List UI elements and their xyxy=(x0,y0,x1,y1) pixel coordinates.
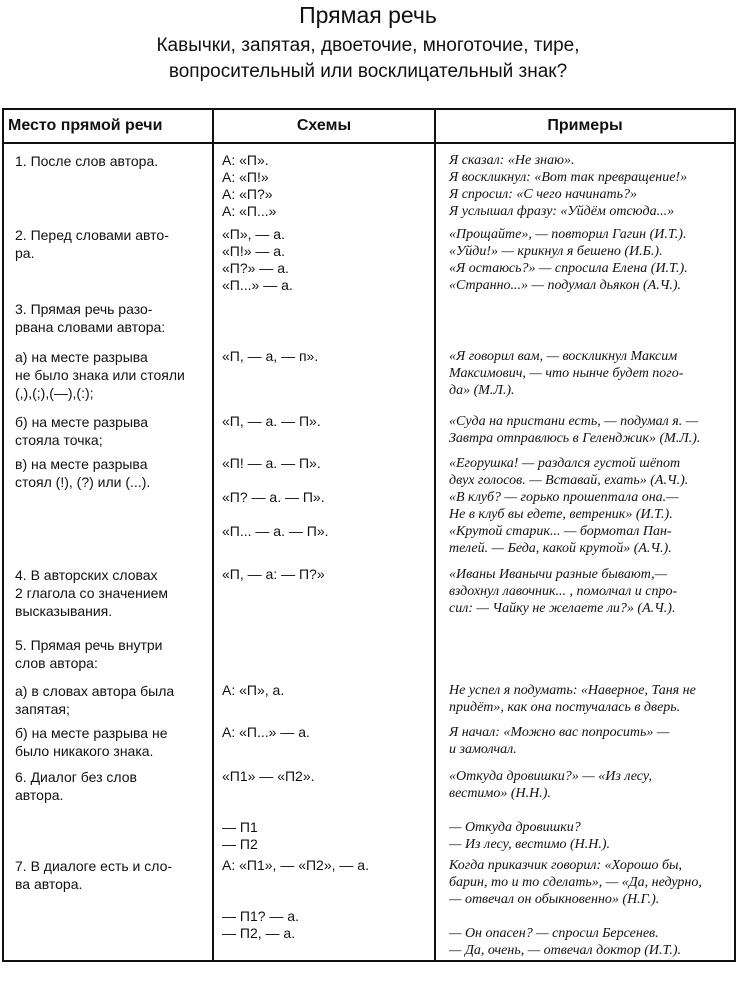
example-line: Я воскликнул: «Вот так превращение!» xyxy=(449,170,688,185)
place-line: 1. После слов автора. xyxy=(15,153,159,169)
table-row xyxy=(3,676,735,718)
example-line: двух голосов. — Вставай, ехать» (А.Ч.). xyxy=(449,473,689,488)
place-line: рвана словами автора: xyxy=(15,319,166,335)
place-line: не было знака или стояли xyxy=(15,367,185,383)
scheme-line: «П... — а. — П». xyxy=(222,523,329,539)
example-line: Завтра отправлюсь в Геленджик» (М.Л.). xyxy=(449,431,701,446)
scheme-line: А: «П». xyxy=(222,152,269,168)
scheme-cell xyxy=(213,676,435,718)
scheme-line: «П?» — а. xyxy=(222,260,289,276)
example-line: Я спросил: «С чего начинать?» xyxy=(449,187,637,202)
place-line: 5. Прямая речь внутри xyxy=(15,637,163,653)
example-line: телей. — Беда, какой крутой» (А.Ч.). xyxy=(449,541,672,556)
subtitle-line: вопросительный или восклицательный знак? xyxy=(168,61,568,82)
scheme-line: А: «П?» xyxy=(222,186,273,202)
example-line: «Странно...» — подумал дьякон (А.Ч.). xyxy=(449,278,682,292)
example-cell xyxy=(435,676,735,718)
example-line: да» (М.Л.). xyxy=(449,383,515,398)
example-line: придёт», как она постучалась в дверь. xyxy=(449,700,681,715)
place-line: слов автора: xyxy=(15,655,98,671)
table-row xyxy=(3,852,735,961)
place-cell xyxy=(3,630,213,676)
scheme-line xyxy=(222,874,434,891)
scheme-line: «П, — а: — П?» xyxy=(222,566,325,582)
place-line: высказывания. xyxy=(15,603,113,619)
scheme-line: «П! — а. — П». xyxy=(222,455,321,471)
page-subtitle xyxy=(0,33,736,85)
example-line: «Я остаюсь?» — спросила Елена (И.Т.). xyxy=(449,261,688,276)
direct-speech-table xyxy=(2,108,736,962)
place-line: стоял (!), (?) или (...). xyxy=(15,474,151,490)
scheme-cell xyxy=(213,292,435,340)
example-line: «В клуб? — горько прошептала она.— xyxy=(449,490,679,505)
scheme-cell xyxy=(213,408,435,450)
example-line: вздохнул лавочник... , помолчал и спро- xyxy=(449,584,678,599)
example-line: «Откуда дровишки?» — «Из лесу, xyxy=(449,769,652,784)
place-line: а) на месте разрыва xyxy=(15,349,148,365)
place-line: ра. xyxy=(15,245,35,261)
scheme-cell xyxy=(213,450,435,560)
place-line: ва автора. xyxy=(15,876,83,892)
example-line: «Я говорил вам, — воскликнул Максим xyxy=(449,349,678,364)
example-line xyxy=(449,908,726,925)
example-cell xyxy=(435,340,735,408)
header-examples: Примеры xyxy=(435,109,735,143)
table-row xyxy=(3,630,735,676)
table-row xyxy=(3,292,735,340)
place-line: 3. Прямая речь разо- xyxy=(15,301,153,317)
table-row xyxy=(3,408,735,450)
example-cell xyxy=(435,450,735,560)
place-line: б) на месте разрыва xyxy=(15,414,149,430)
place-cell xyxy=(3,340,213,408)
example-cell xyxy=(435,762,735,852)
scheme-line xyxy=(222,785,434,802)
table-row xyxy=(3,718,735,762)
example-line: Не успел я подумать: «Наверное, Таня не xyxy=(449,683,696,698)
example-cell xyxy=(435,143,735,218)
place-cell xyxy=(3,718,213,762)
scheme-cell xyxy=(213,143,435,218)
place-line: 2 глагола со значением xyxy=(15,585,169,601)
scheme-line: А: «П...» xyxy=(222,203,277,218)
place-line: 7. В диалоге есть и сло- xyxy=(15,858,173,874)
example-line: «Суда на пристани есть, — подумал я. — xyxy=(449,414,699,429)
example-line: Я услышал фразу: «Уйдём отсюда...» xyxy=(449,204,675,218)
scheme-line: «П? — а. — П». xyxy=(222,489,325,505)
scheme-cell xyxy=(213,218,435,292)
header-place: Место прямой речи xyxy=(3,109,213,143)
place-cell xyxy=(3,560,213,630)
scheme-line: А: «П1», — «П2», — а. xyxy=(222,857,369,873)
scheme-line xyxy=(222,506,434,523)
table-row xyxy=(3,218,735,292)
scheme-line: «П», — а. xyxy=(222,226,285,242)
place-cell xyxy=(3,450,213,560)
place-cell xyxy=(3,292,213,340)
example-line: Не в клуб вы едете, ветреник» (И.Т.). xyxy=(449,507,673,522)
example-line: — Да, очень, — отвечал доктор (И.Т.). xyxy=(449,943,682,958)
example-line: Я сказал: «Не знаю». xyxy=(449,153,575,168)
scheme-line xyxy=(222,891,434,908)
place-line: 2. Перед словами авто- xyxy=(15,227,169,243)
scheme-line: «П1» — «П2». xyxy=(222,768,315,784)
place-line: а) в словах автора была xyxy=(15,683,175,699)
scheme-line: — П2 xyxy=(222,836,258,852)
example-line: — Он опасен? — спросил Берсенев. xyxy=(449,926,659,941)
place-line: запятая; xyxy=(15,701,70,717)
example-cell xyxy=(435,718,735,762)
example-cell xyxy=(435,218,735,292)
example-line: «Крутой старик... — бормотал Пан- xyxy=(449,524,672,539)
scheme-line: А: «П», а. xyxy=(222,682,285,698)
place-line: б) на месте разрыва не xyxy=(15,725,168,741)
place-cell xyxy=(3,218,213,292)
example-line: «Уйди!» — крикнул я бешено (И.Б.). xyxy=(449,244,663,259)
place-cell xyxy=(3,852,213,961)
scheme-line: — П2, — а. xyxy=(222,925,296,941)
scheme-line: «П, — а, — п». xyxy=(222,348,319,364)
example-line: Максимович, — что нынче будет пого- xyxy=(449,366,684,381)
place-line: стояла точка; xyxy=(15,432,103,448)
example-line: Когда приказчик говорил: «Хорошо бы, xyxy=(449,858,682,873)
place-cell xyxy=(3,676,213,718)
example-cell xyxy=(435,408,735,450)
scheme-line: — П1 xyxy=(222,819,258,835)
example-cell xyxy=(435,630,735,676)
scheme-cell xyxy=(213,340,435,408)
example-line xyxy=(449,802,726,819)
subtitle-line: Кавычки, запятая, двоеточие, многоточие, тире, xyxy=(156,35,580,56)
place-cell xyxy=(3,143,213,218)
scheme-line: «П, — а. — П». xyxy=(222,413,321,429)
scheme-line: «П!» — а. xyxy=(222,243,285,259)
place-line: в) на месте разрыва xyxy=(15,456,148,472)
place-cell xyxy=(3,408,213,450)
place-line: автора. xyxy=(15,787,64,803)
example-line: вестимо» (Н.Н.). xyxy=(449,786,551,801)
example-line: и замолчал. xyxy=(449,742,517,757)
table-row xyxy=(3,450,735,560)
scheme-cell xyxy=(213,630,435,676)
header-schemes: Схемы xyxy=(213,109,435,143)
place-line: было никакого знака. xyxy=(15,743,154,759)
place-cell xyxy=(3,762,213,852)
example-cell xyxy=(435,560,735,630)
scheme-cell xyxy=(213,762,435,852)
example-line: Я начал: «Можно вас попросить» — xyxy=(449,725,670,740)
place-line: 6. Диалог без слов xyxy=(15,769,137,785)
table-header-row xyxy=(3,109,735,143)
table-row xyxy=(3,560,735,630)
scheme-line xyxy=(222,472,434,489)
scheme-line: «П...» — а. xyxy=(222,277,293,292)
example-line: «Прощайте», — повторил Гагин (И.Т.). xyxy=(449,227,687,242)
scheme-line: А: «П...» — а. xyxy=(222,724,310,740)
scheme-line: — П1? — а. xyxy=(222,908,299,924)
example-line: — отвечал он обыкновенно» (Н.Г.). xyxy=(449,892,660,907)
example-line: — Из лесу, вестимо (Н.Н.). xyxy=(449,837,611,852)
place-line: (,),(;),(—),(:); xyxy=(15,385,94,401)
scheme-cell xyxy=(213,718,435,762)
scheme-line xyxy=(222,802,434,819)
example-line: «Иваны Иванычи разные бывают,— xyxy=(449,567,668,582)
table-row xyxy=(3,143,735,218)
example-cell xyxy=(435,852,735,961)
scheme-cell xyxy=(213,560,435,630)
table-row xyxy=(3,340,735,408)
table-row xyxy=(3,762,735,852)
page-title: Прямая речь xyxy=(299,2,437,28)
place-line: 4. В авторских словах xyxy=(15,567,158,583)
example-line: барин, то и то сделать», — «Да, недурно, xyxy=(449,875,702,890)
scheme-cell xyxy=(213,852,435,961)
example-line: «Егорушка! — раздался густой шёпот xyxy=(449,456,681,471)
example-line: — Откуда дровишки? xyxy=(449,820,581,835)
example-cell xyxy=(435,292,735,340)
scheme-line: А: «П!» xyxy=(222,169,269,185)
example-line: сил: — Чайку не желаете ли?» (А.Ч.). xyxy=(449,601,676,616)
table-body xyxy=(3,143,735,961)
